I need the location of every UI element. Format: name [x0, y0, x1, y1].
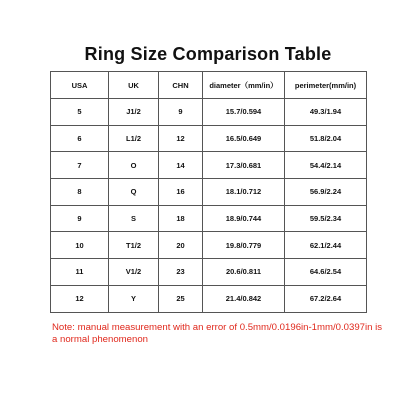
cell-usa: 8: [51, 179, 109, 206]
cell-perimeter: 59.5/2.34: [285, 205, 367, 232]
cell-perimeter: 67.2/2.64: [285, 285, 367, 312]
cell-perimeter: 64.6/2.54: [285, 259, 367, 286]
cell-uk: L1/2: [109, 125, 159, 152]
header-uk: UK: [109, 72, 159, 99]
cell-diameter: 15.7/0.594: [203, 99, 285, 126]
cell-chn: 18: [159, 205, 203, 232]
cell-chn: 16: [159, 179, 203, 206]
cell-uk: J1/2: [109, 99, 159, 126]
header-perimeter: perimeter(mm/in): [285, 72, 367, 99]
cell-usa: 12: [51, 285, 109, 312]
cell-usa: 7: [51, 152, 109, 179]
table-row: [51, 205, 367, 232]
cell-diameter: 21.4/0.842: [203, 285, 285, 312]
cell-chn: 25: [159, 285, 203, 312]
cell-usa: 5: [51, 99, 109, 126]
cell-diameter: 18.1/0.712: [203, 179, 285, 206]
table-row: [51, 99, 367, 126]
cell-perimeter: 56.9/2.24: [285, 179, 367, 206]
cell-diameter: 19.8/0.779: [203, 232, 285, 259]
cell-usa: 11: [51, 259, 109, 286]
cell-perimeter: 51.8/2.04: [285, 125, 367, 152]
table-row: [51, 125, 367, 152]
cell-diameter: 20.6/0.811: [203, 259, 285, 286]
cell-diameter: 17.3/0.681: [203, 152, 285, 179]
table-row: [51, 152, 367, 179]
cell-perimeter: 49.3/1.94: [285, 99, 367, 126]
table-row: [51, 259, 367, 286]
cell-chn: 23: [159, 259, 203, 286]
cell-usa: 6: [51, 125, 109, 152]
cell-usa: 9: [51, 205, 109, 232]
cell-uk: Q: [109, 179, 159, 206]
table-row: [51, 179, 367, 206]
table-header-row: [51, 72, 367, 99]
header-chn: CHN: [159, 72, 203, 99]
table-row: [51, 232, 367, 259]
cell-chn: 12: [159, 125, 203, 152]
page-title: Ring Size Comparison Table: [84, 44, 332, 64]
cell-usa: 10: [51, 232, 109, 259]
header-usa: USA: [51, 72, 109, 99]
cell-chn: 9: [159, 99, 203, 126]
cell-perimeter: 62.1/2.44: [285, 232, 367, 259]
cell-uk: S: [109, 205, 159, 232]
header-diameter: diameter（mm/in）: [203, 72, 285, 99]
cell-uk: O: [109, 152, 159, 179]
measurement-note: Note: manual measurement with an error of 0.5mm/0.0196in-1mm/0.0397in is a normal phenomenon: [52, 322, 383, 345]
cell-uk: V1/2: [109, 259, 159, 286]
cell-diameter: 18.9/0.744: [203, 205, 285, 232]
cell-uk: Y: [109, 285, 159, 312]
cell-perimeter: 54.4/2.14: [285, 152, 367, 179]
cell-chn: 14: [159, 152, 203, 179]
cell-diameter: 16.5/0.649: [203, 125, 285, 152]
table-row: [51, 285, 367, 312]
cell-chn: 20: [159, 232, 203, 259]
cell-uk: T1/2: [109, 232, 159, 259]
ring-size-table: [50, 71, 367, 313]
